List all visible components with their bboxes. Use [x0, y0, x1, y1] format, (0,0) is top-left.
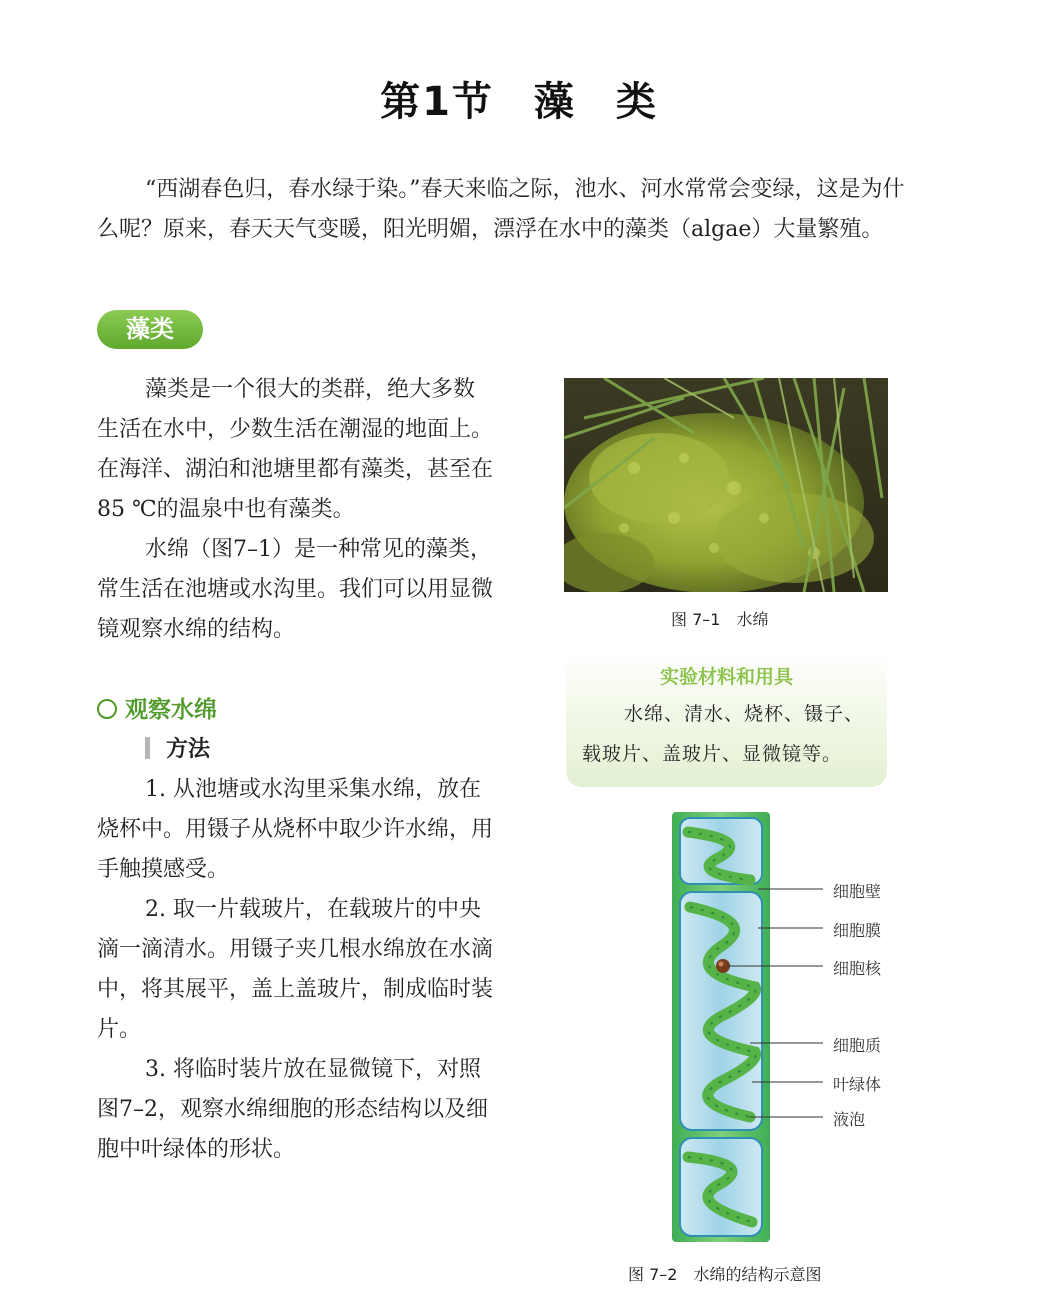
algae-paragraph: 藻类是一个很大的类群，绝大多数生活在水中，少数生活在潮湿的地面上。在海洋、湖泊和池塘里都有藻类，甚至在85 ℃的温泉中也有藻类。 — [97, 377, 494, 522]
materials-box — [566, 652, 887, 787]
step-2: 2. 取一片载玻片，在载玻片的中央滴一滴清水。用镊子夹几根水绵放在水滴中，将其展平，盖上盖玻片，制成临时装片。 — [97, 897, 494, 1042]
label-nucleus: 细胞核 — [833, 959, 882, 978]
materials-line-2: 载玻片、盖玻片、显微镜等。 — [582, 743, 843, 765]
intro-paragraph: “西湖春色归，春水绿于染。”春天来临之际，池水、河水常常会变绿，这是为什么呢？原来，春天天气变暖，阳光明媚，漂浮在水中的藻类（algae）大量繁殖。 — [97, 177, 905, 242]
circle-icon — [97, 699, 117, 719]
figure2-caption: 图 7–2 水绵的结构示意图 — [628, 1265, 822, 1284]
label-cytoplasm: 细胞质 — [833, 1036, 882, 1055]
materials-text — [582, 694, 882, 774]
figure1-caption: 图 7–1 水绵 — [671, 610, 769, 629]
spirogyra-diagram — [660, 812, 900, 1242]
method-heading: 方法 — [145, 730, 210, 770]
step-1: 1. 从池塘或水沟里采集水绵，放在烧杯中。用镊子从烧杯中取少许水绵，用手触摸感受。 — [97, 777, 494, 882]
activity-heading: 观察水绵 — [97, 690, 217, 730]
materials-title: 实验材料和用具 — [659, 666, 793, 688]
label-cell-wall: 细胞壁 — [833, 882, 882, 901]
step-3: 3. 将临时装片放在显微镜下，对照图7–2，观察水绵细胞的形态结构以及细胞中叶绿体的形状。 — [97, 1057, 488, 1162]
spirogyra-paragraph: 水绵（图7–1）是一种常见的藻类，常生活在池塘或水沟里。我们可以用显微镜观察水绵的结构。 — [97, 537, 494, 642]
page-title: 第1节 藻 类 — [380, 79, 658, 125]
label-cell-membrane: 细胞膜 — [833, 921, 882, 940]
label-vacuole: 液泡 — [833, 1110, 866, 1129]
label-chloroplast: 叶绿体 — [833, 1075, 882, 1094]
spirogyra-photo — [564, 378, 888, 592]
section-badge: 藻类 — [97, 310, 203, 349]
materials-line-1: 水绵、清水、烧杯、镊子、 — [624, 703, 865, 725]
bar-icon — [145, 737, 150, 759]
